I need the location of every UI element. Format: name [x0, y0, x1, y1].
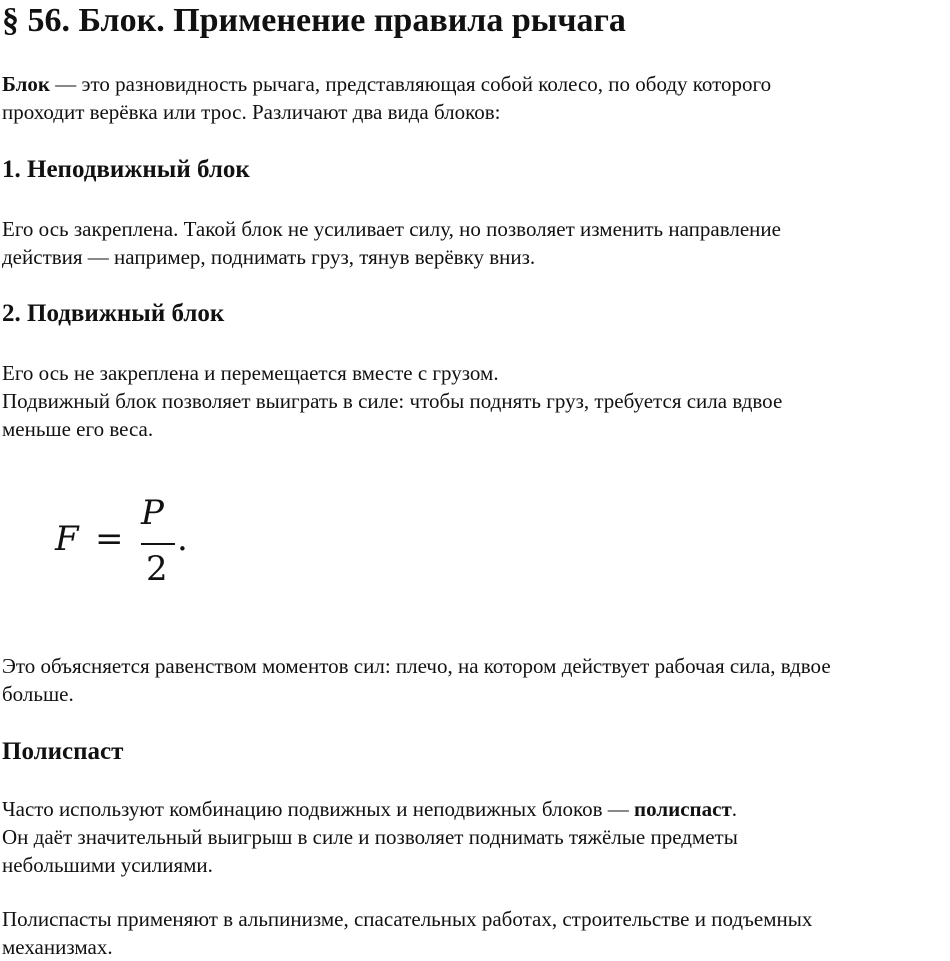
- pulley-system-line-1-end: .: [731, 797, 738, 821]
- section-heading-pulley-system: Полиспаст: [2, 738, 124, 765]
- pulley-system-usage-line-2: механизмах.: [2, 935, 113, 959]
- section-heading-fixed-pulley: 1. Неподвижный блок: [2, 156, 250, 183]
- intro-line-1-text: — это разновидность рычага, представляющая собой колесо, по ободу которого: [50, 72, 772, 96]
- intro-line-1: [2, 70, 771, 98]
- movable-pulley-paragraph: [2, 359, 782, 443]
- pulley-system-term: полиспаст: [634, 797, 732, 821]
- pulley-system-paragraph-1: [2, 795, 738, 879]
- explanation-paragraph: [2, 652, 831, 708]
- formula-fraction-bar: [141, 543, 175, 545]
- formula-period: .: [177, 519, 188, 559]
- fixed-pulley-line-1: Его ось закреплена. Такой блок не усиливает силу, но позволяет изменить направление: [2, 217, 781, 241]
- formula-equals-sign: =: [95, 519, 124, 559]
- pulley-system-line-1-start: Часто используют комбинацию подвижных и неподвижных блоков —: [2, 797, 635, 821]
- movable-pulley-line-3: меньше его веса.: [2, 417, 154, 441]
- pulley-system-line-2: Он даёт значительный выигрыш в силе и позволяет поднимать тяжёлые предметы: [2, 825, 738, 849]
- movable-pulley-line-2: Подвижный блок позволяет выиграть в силе: чтобы поднять груз, требуется сила вдвое: [2, 389, 783, 413]
- intro-paragraph: [2, 70, 771, 126]
- formula-force-symbol: F: [55, 519, 79, 559]
- pulley-system-line-3: небольшими усилиями.: [2, 853, 213, 877]
- section-heading-movable-pulley: 2. Подвижный блок: [2, 300, 225, 327]
- intro-term: Блок: [2, 72, 50, 96]
- movable-pulley-line-1: Его ось не закреплена и перемещается вместе с грузом.: [2, 361, 499, 385]
- explanation-line-2: больше.: [2, 682, 74, 706]
- pulley-system-usage-line-1: Полиспасты применяют в альпинизме, спасательных работах, строительстве и подъемных: [2, 907, 813, 931]
- fixed-pulley-paragraph: [2, 215, 781, 271]
- formula-numerator: P: [141, 493, 164, 533]
- pulley-system-line-1: [2, 795, 738, 823]
- formula-denominator: 2: [146, 549, 168, 589]
- intro-line-2: проходит верёвка или трос. Различают два вида блоков:: [2, 100, 501, 124]
- pulley-system-paragraph-2: [2, 905, 812, 961]
- page-title: § 56. Блок. Применение правила рычага: [2, 2, 626, 39]
- force-formula: [55, 493, 215, 592]
- explanation-line-1: Это объясняется равенством моментов сил: плечо, на котором действует рабочая сила, вдвое: [2, 654, 831, 678]
- fixed-pulley-line-2: действия — например, поднимать груз, тянув верёвку вниз.: [2, 245, 536, 269]
